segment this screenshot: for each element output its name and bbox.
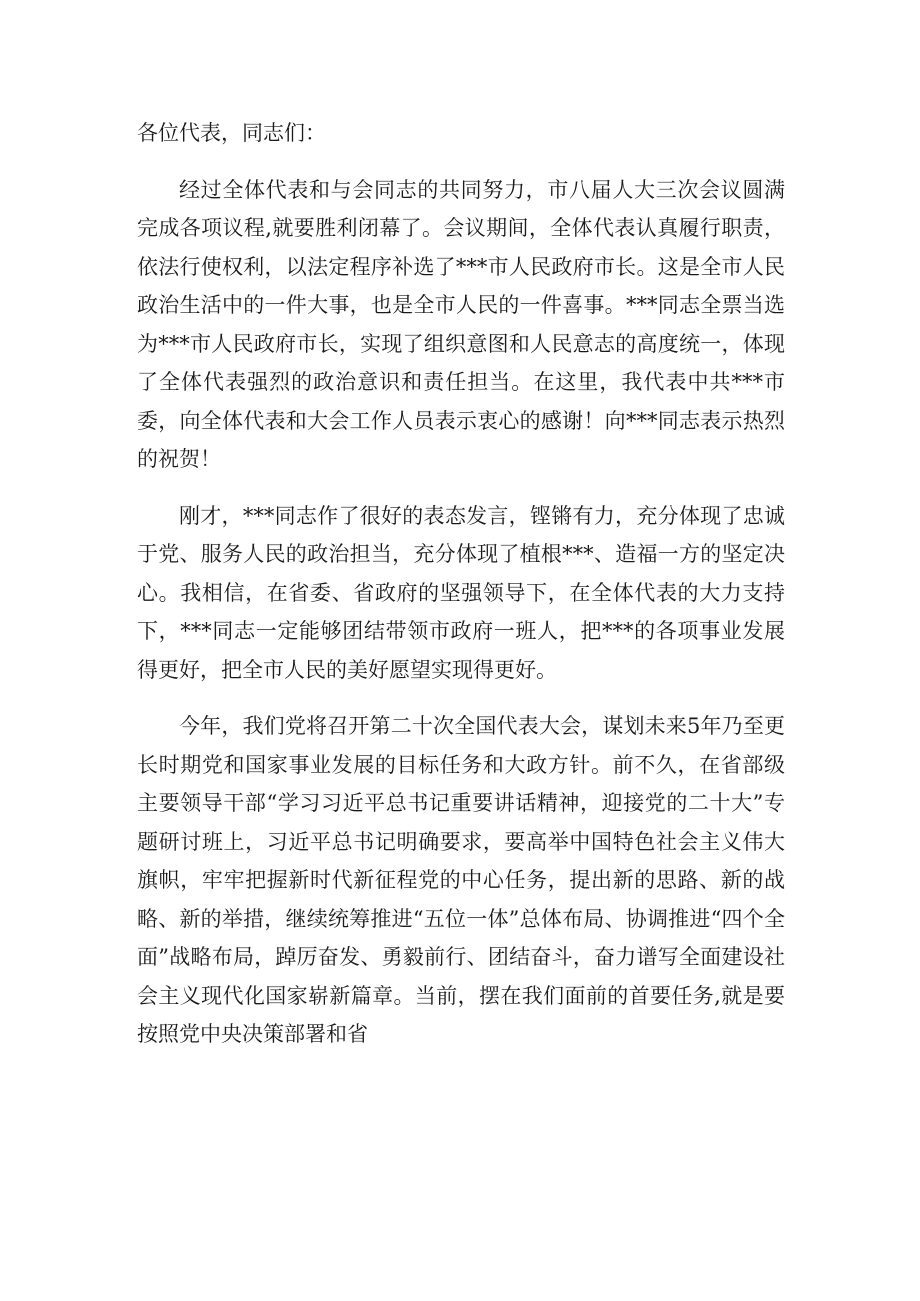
paragraph-3: 今年，我们党将召开第二十次全国代表大会，谋划未来5年乃至更长时期党和国家事业发展的目标任务和大政方针。前不久，在省部级主要领导干部“学习习近平总书记重要讲话精神，迎接党的二十大”专题研讨班上，习近平总书记明确要求，要高举中国特色社会主义伟大旗帜，牢牢把握新时代新征程党的中心任务，提出新的思路、新的战略、新的举措，继续统筹推进“五位一体”总体布局、协调推进“四个全面”战略布局，踔厉奋发、勇毅前行、团结奋斗，奋力谱写全面建设社会主义现代化国家崭新篇章。当前，摆在我们面前的首要任务,就是要按照党中央决策部署和省 bbox=[137, 714, 785, 1046]
greeting-line: 各位代表，同志们： bbox=[137, 121, 326, 145]
paragraph-2: 刚才，***同志作了很好的表态发言，铿锵有力，充分体现了忠诚于党、服务人民的政治担当，充分体现了植根***、造福一方的坚定决心。我相信，在省委、省政府的坚强领导下，在全体代表的大力支持下，***同志一定能够团结带领市政府一班人，把***的各项事业发展得更好，把全市人民的美好愿望实现得更好。 bbox=[137, 503, 785, 682]
paragraph-1: 经过全体代表和与会同志的共同努力，市八届人大三次会议圆满完成各项议程,就要胜利闭幕了。会议期间，全体代表认真履行职责，依法行使权利，以法定程序补选了***市人民政府市长。这是全市人民政治生活中的一件大事，也是全市人民的一件喜事。***同志全票当选为***市人民政府市长，实现了组织意图和人民意志的高度统一，体现了全体代表强烈的政治意识和责任担当。在这里，我代表中共***市委，向全体代表和大会工作人员表示衷心的感谢！向***同志表示热烈的祝贺！ bbox=[137, 177, 785, 471]
document-body bbox=[137, 114, 785, 1072]
